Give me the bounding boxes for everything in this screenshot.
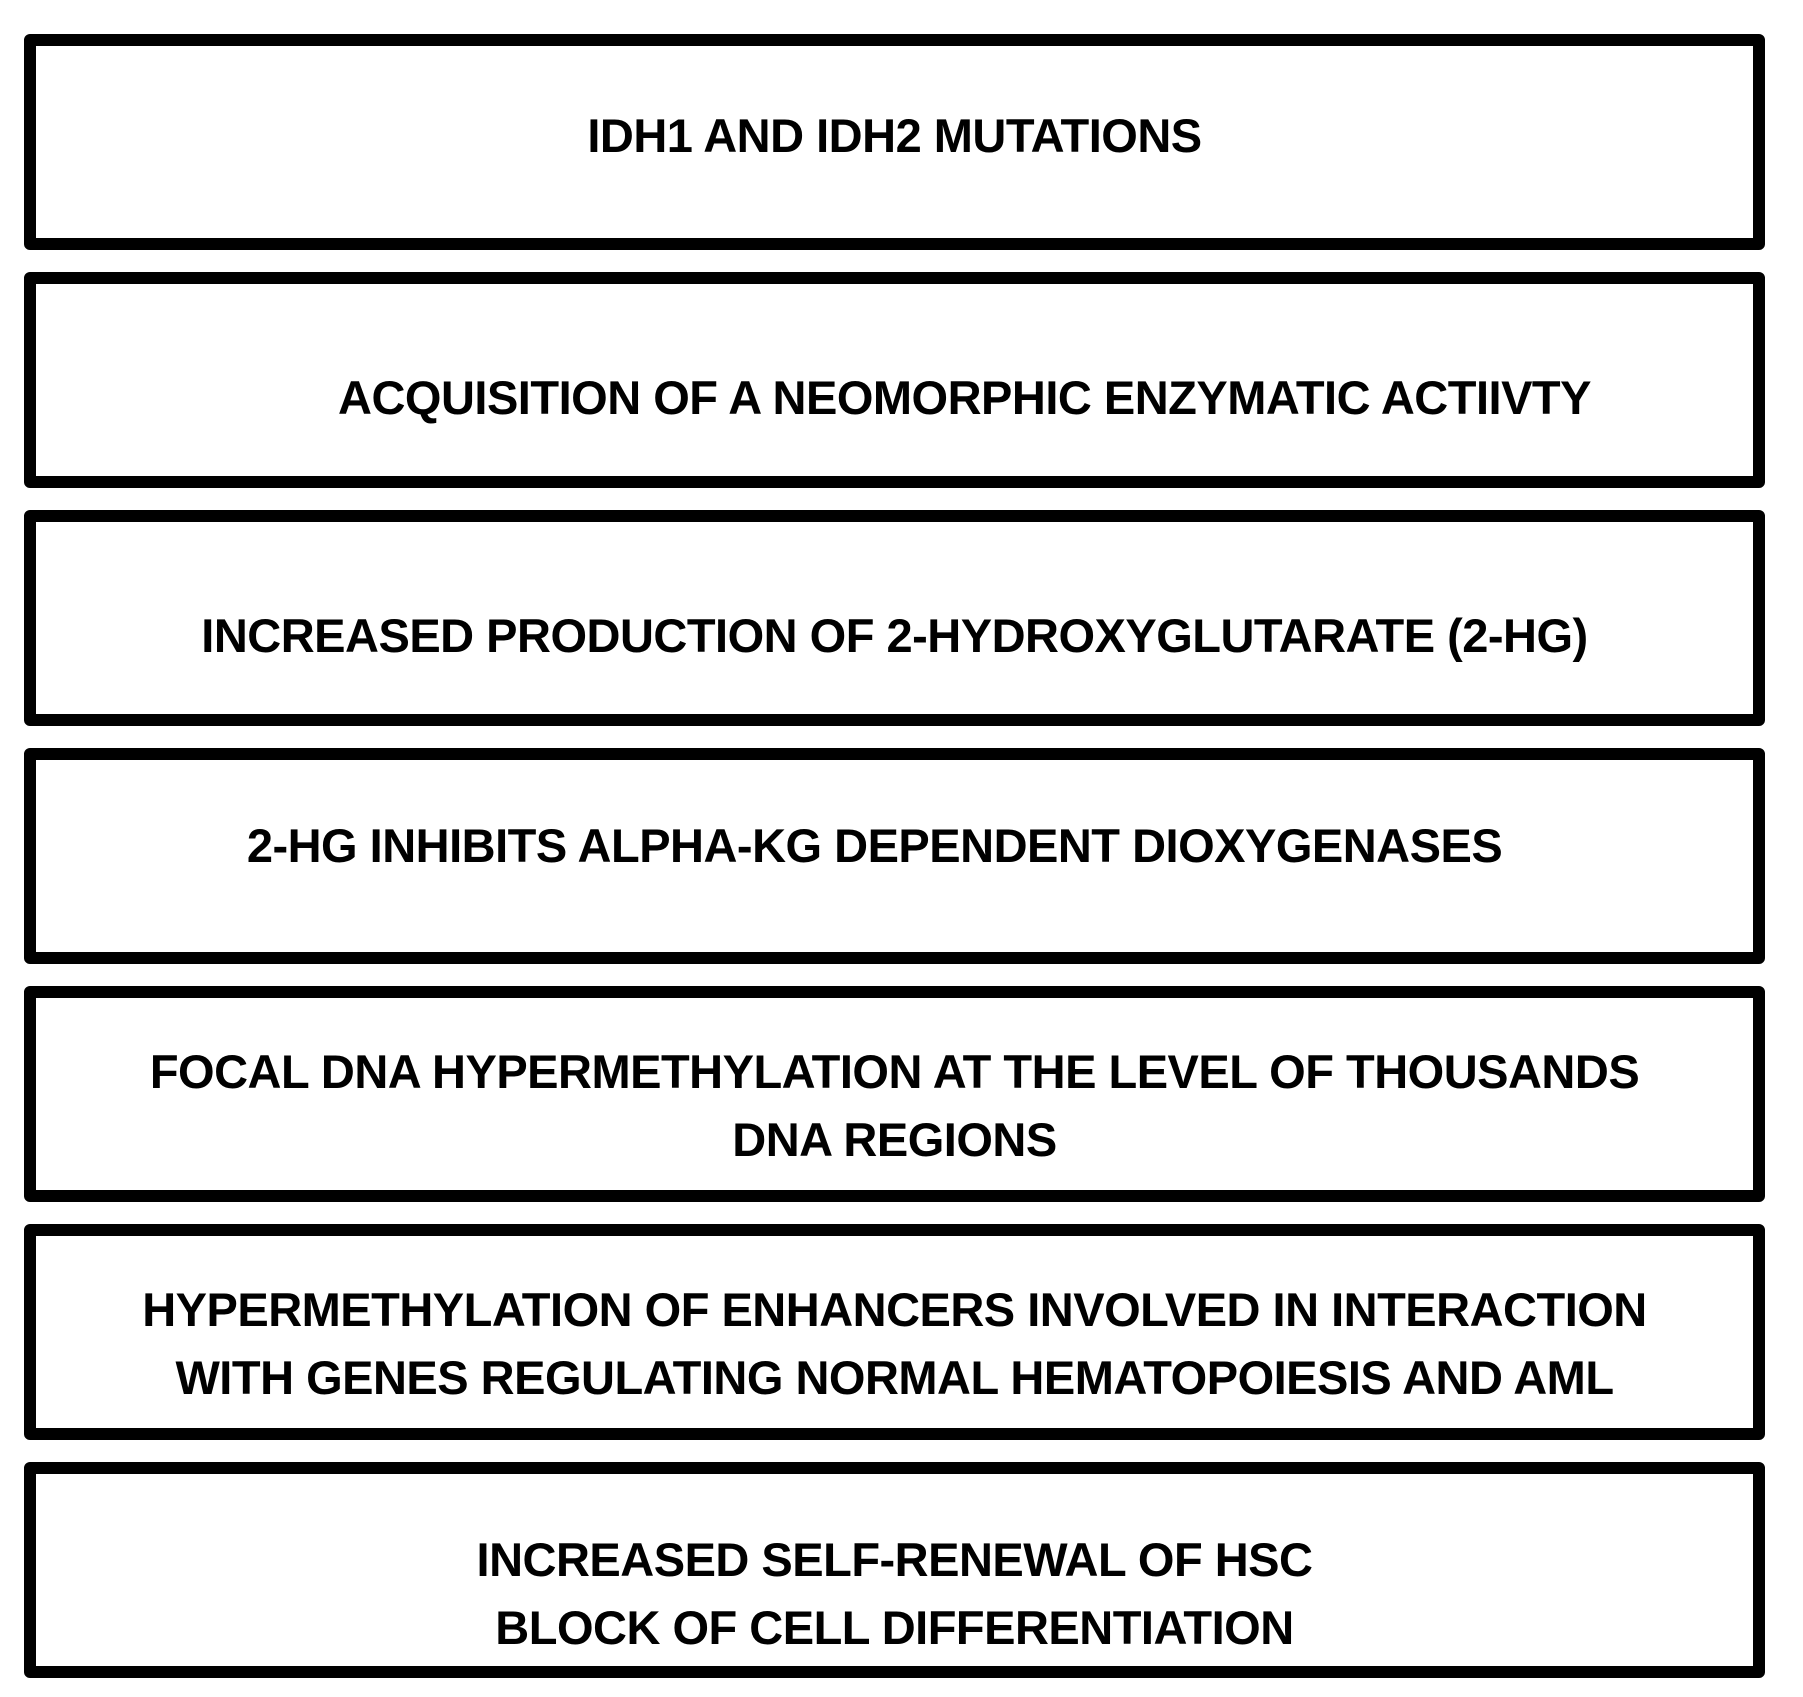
step-box-self-renewal — [24, 1462, 1765, 1678]
step-text: IDH1 AND IDH2 MUTATIONS — [587, 109, 1202, 162]
step-text: INCREASED SELF-RENEWAL OF HSC BLOCK OF CELL DIFFERENTIATION — [476, 1533, 1313, 1654]
step-text: FOCAL DNA HYPERMETHYLATION AT THE LEVEL OF THOUSANDS DNA REGIONS — [149, 1045, 1640, 1166]
step-box-neomorphic-activity — [24, 272, 1765, 488]
step-text: ACQUISITION OF A NEOMORPHIC ENZYMATIC ACTIIVTY — [338, 371, 1591, 424]
step-text: HYPERMETHYLATION OF ENHANCERS INVOLVED IN INTERACTION WITH GENES REGULATING NORMAL HEMATOPOIESIS AND AML — [142, 1283, 1647, 1404]
step-text: 2-HG INHIBITS ALPHA-KG DEPENDENT DIOXYGENASES — [246, 819, 1503, 872]
step-text: INCREASED PRODUCTION OF 2-HYDROXYGLUTARATE (2-HG) — [201, 609, 1588, 662]
step-box-dioxygenase-inhibition — [24, 748, 1765, 964]
step-box-enhancer-hypermethylation — [24, 1224, 1765, 1440]
step-box-idh-mutations — [24, 34, 1765, 250]
step-box-focal-hypermethylation — [24, 986, 1765, 1202]
step-box-2hg-production — [24, 510, 1765, 726]
